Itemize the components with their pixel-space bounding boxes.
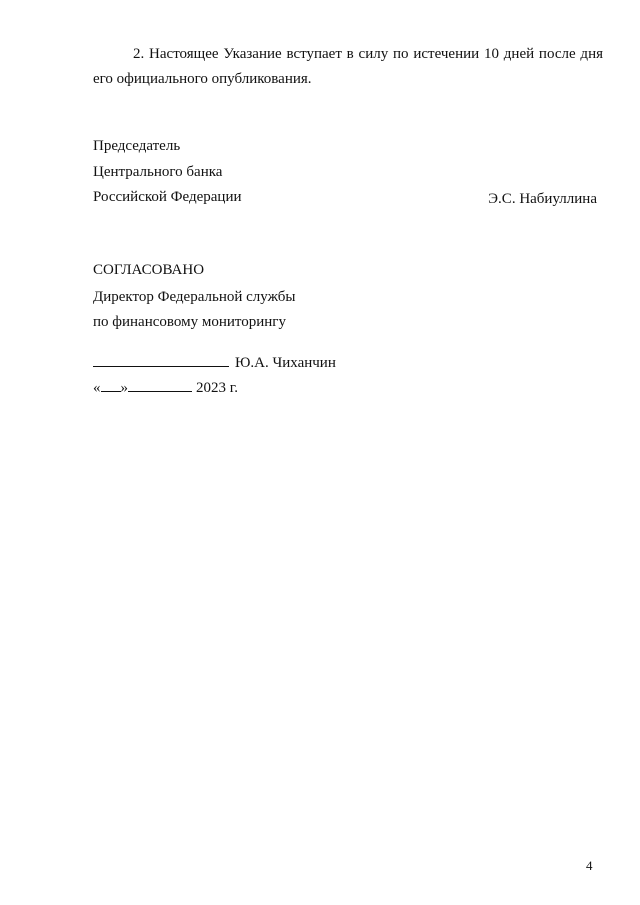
chairman-title-line-2: Центрального банка — [93, 164, 223, 180]
page-number: 4 — [586, 858, 593, 873]
chairman-title-line-1: Председатель — [93, 138, 181, 154]
approval-position-line-2: по финансовому мониторингу — [93, 314, 286, 330]
approval-date-row — [93, 377, 238, 398]
approval-heading: СОГЛАСОВАНО — [93, 262, 205, 278]
date-month-blank — [128, 377, 192, 392]
chairman-title-line-3: Российской Федерации — [93, 189, 242, 205]
approval-name: Ю.А. Чиханчин — [235, 355, 336, 371]
chairman-name: Э.С. Набиуллина — [488, 191, 597, 207]
date-close-quote: » — [120, 380, 128, 396]
clause-paragraph: 2. Настоящее Указание вступает в силу по истечении 10 дней после дня его официального опубликования. — [93, 46, 603, 87]
approval-signature-row — [93, 352, 336, 373]
date-year: 2023 г. — [196, 380, 238, 396]
signature-line — [93, 352, 229, 367]
approval-position-line-1: Директор Федеральной службы — [93, 289, 296, 305]
date-day-blank — [101, 377, 121, 392]
date-open-quote: « — [93, 380, 101, 396]
